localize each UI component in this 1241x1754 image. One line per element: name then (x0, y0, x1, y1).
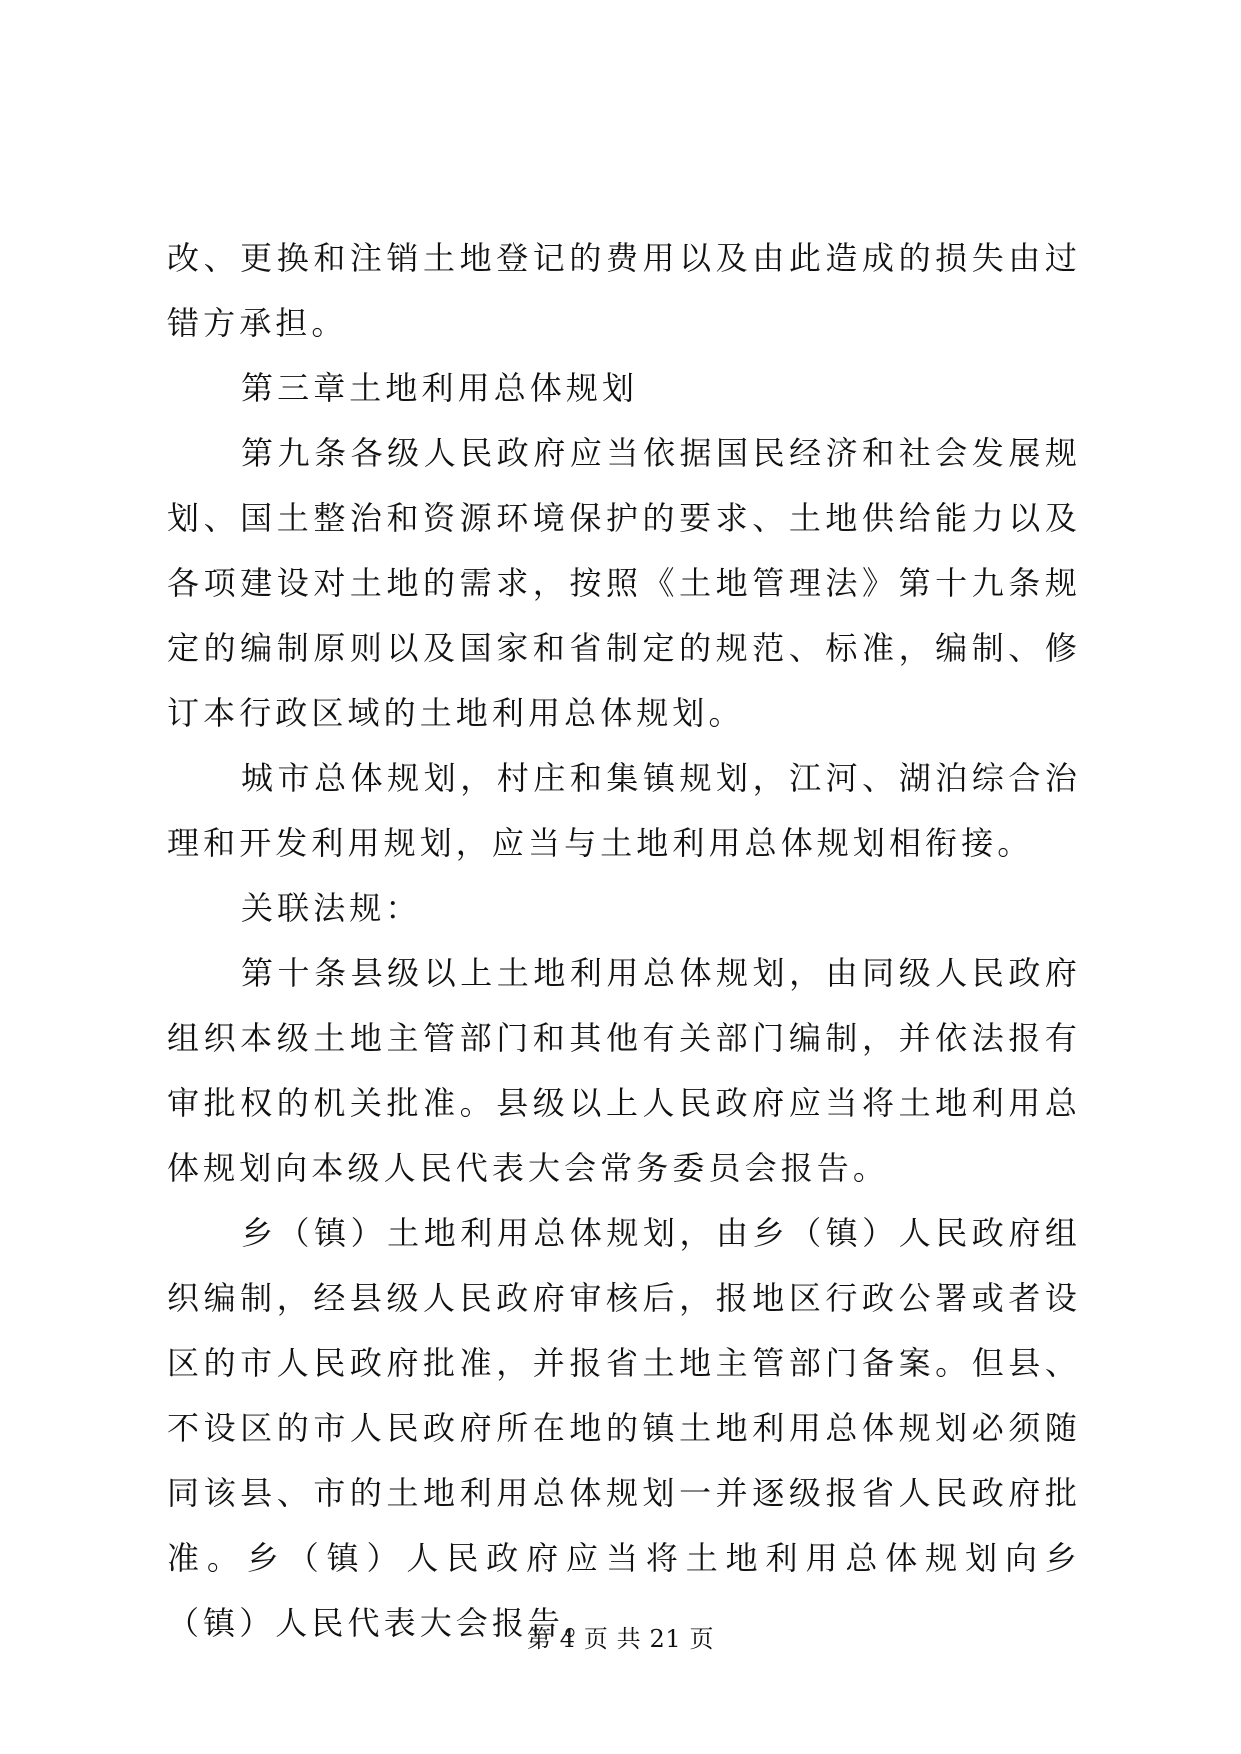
planning-coordination-paragraph: 城市总体规划，村庄和集镇规划，江河、湖泊综合治理和开发利用规划，应当与土地利用总体规划相衔接。 (167, 759, 1081, 862)
page-footer: 第 4 页 共 21 页 (526, 1625, 715, 1653)
article-9-paragraph: 第九条各级人民政府应当依据国民经济和社会发展规划、国土整治和资源环境保护的要求、土地供给能力以及各项建设对土地的需求，按照《土地管理法》第十九条规定的编制原则以及国家和省制定的规范、标准，编制、修订本行政区域的土地利用总体规划。 (167, 434, 1081, 732)
document-body (167, 226, 1081, 1656)
related-regulations-label: 关联法规： (241, 889, 422, 927)
chapter-heading: 第三章土地利用总体规划 (241, 369, 639, 407)
article-10-paragraph: 第十条县级以上土地利用总体规划，由同级人民政府组织本级土地主管部门和其他有关部门编制，并依法报有审批权的机关批准。县级以上人民政府应当将土地利用总体规划向本级人民代表大会常务委员会报告。 (167, 954, 1081, 1187)
township-plan-paragraph: 乡（镇）土地利用总体规划，由乡（镇）人民政府组织编制，经县级人民政府审核后，报地区行政公署或者设区的市人民政府批准，并报省土地主管部门备案。但县、不设区的市人民政府所在地的镇土地利用总体规划必须随同该县、市的土地利用总体规划一并逐级报省人民政府批准。乡（镇）人民政府应当将土地利用总体规划向乡（镇）人民代表大会报告。 (167, 1214, 1081, 1642)
paragraph-continuation: 改、更换和注销土地登记的费用以及由此造成的损失由过错方承担。 (167, 239, 1081, 342)
